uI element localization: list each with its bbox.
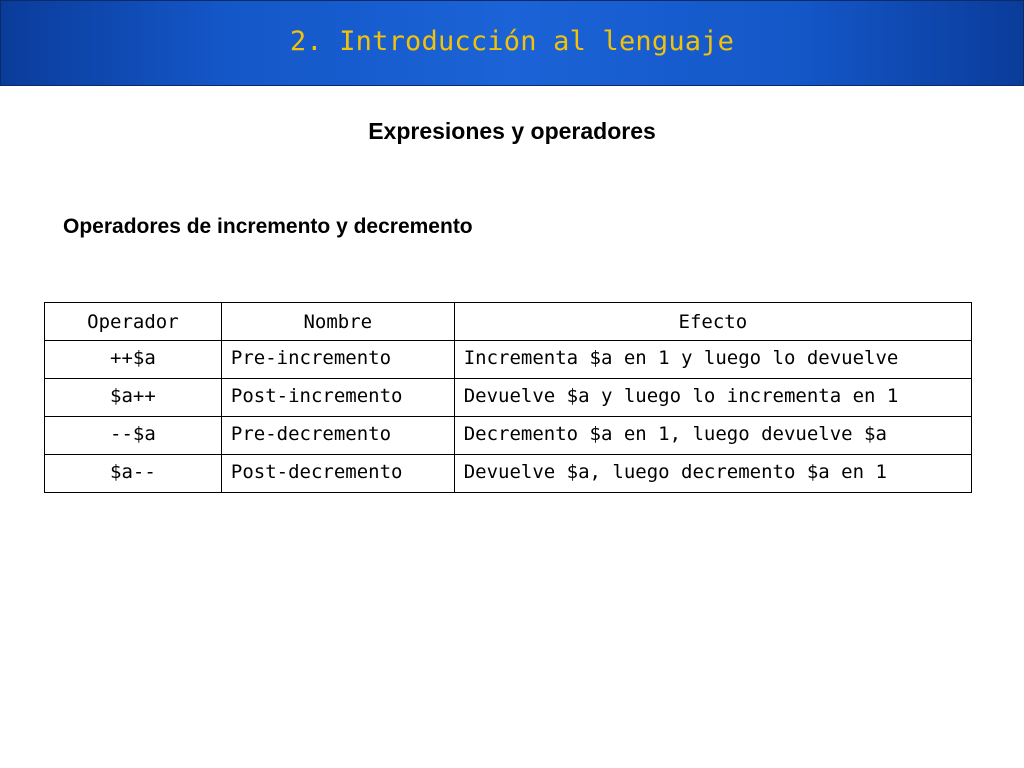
section-title: Expresiones y operadores <box>368 118 656 144</box>
cell-operador: $a++ <box>45 379 222 417</box>
column-header-efecto: Efecto <box>454 303 971 341</box>
cell-nombre: Pre-incremento <box>221 341 454 379</box>
column-header-operador: Operador <box>45 303 222 341</box>
header-bar <box>0 0 1024 86</box>
cell-efecto: Incrementa $a en 1 y luego lo devuelve <box>454 341 971 379</box>
cell-efecto: Devuelve $a, luego decremento $a en 1 <box>454 455 971 493</box>
cell-operador: $a-- <box>45 455 222 493</box>
table-row <box>45 455 972 493</box>
cell-nombre: Post-incremento <box>221 379 454 417</box>
column-header-nombre: Nombre <box>221 303 454 341</box>
slide-header-title: 2. Introducción al lenguaje <box>289 26 735 57</box>
table-header-row <box>45 303 972 341</box>
operators-table <box>44 302 972 493</box>
cell-efecto: Decremento $a en 1, luego devuelve $a <box>454 417 971 455</box>
table-row <box>45 417 972 455</box>
cell-nombre: Pre-decremento <box>221 417 454 455</box>
cell-operador: ++$a <box>45 341 222 379</box>
table-row <box>45 341 972 379</box>
table-row <box>45 379 972 417</box>
subsection-title: Operadores de incremento y decremento <box>63 215 473 238</box>
cell-operador: --$a <box>45 417 222 455</box>
cell-efecto: Devuelve $a y luego lo incrementa en 1 <box>454 379 971 417</box>
cell-nombre: Post-decremento <box>221 455 454 493</box>
